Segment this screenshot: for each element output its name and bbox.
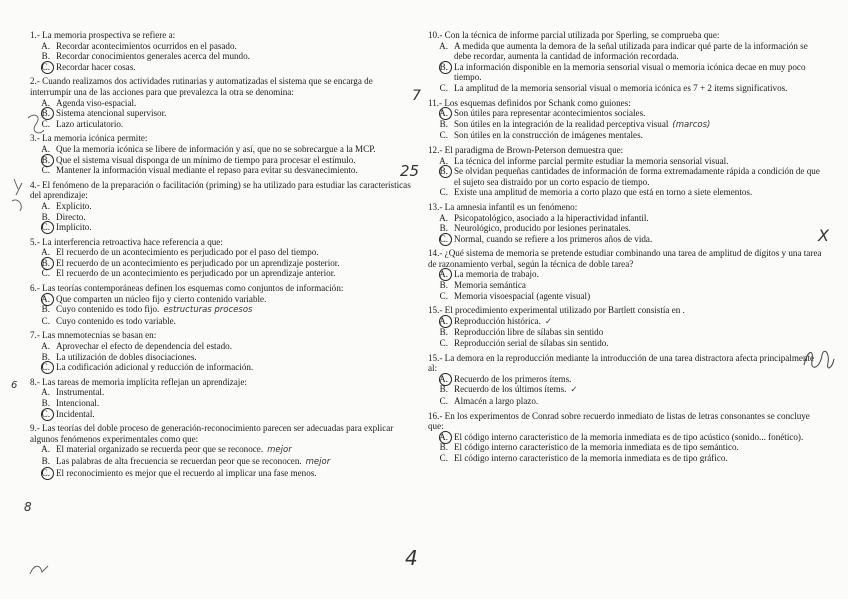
question (30, 133, 415, 175)
question-stem: 14.- ¿Qué sistema de memoria se pretende estudiar combinando una tarea de amplitud de dígitos y una tarea de razonamiento verbal, según la técnica de doble tarea? (428, 248, 822, 269)
option-item (30, 398, 415, 409)
option-letter: C. (439, 130, 448, 141)
option-text-content: Reproducción libre de sílabas sin sentido (454, 327, 604, 338)
option-item (30, 304, 415, 316)
option-text-content: Son útiles en la construcción de imágenes mentales. (454, 130, 643, 141)
option-item (428, 442, 823, 453)
option-item (30, 444, 415, 456)
question-stem: 16.- En los experimentos de Conrad sobre recuerdo inmediato de listas de letras consonantes se concluye que: (428, 410, 810, 432)
question (30, 283, 415, 326)
option-text-content: El recuerdo de un acontecimiento es perjudicado por un aprendizaje anterior. (56, 268, 336, 279)
option-text-content: Sistema atencional supervisor. (56, 108, 167, 119)
option-item (30, 456, 415, 468)
options-list (428, 374, 823, 407)
option-item (30, 468, 415, 479)
option-letter: B. (41, 351, 50, 362)
option-text (56, 258, 415, 269)
option-text (454, 453, 823, 464)
option-text-content: Instrumental. (56, 387, 105, 398)
question-stem: 13.- La amnesia infantil es un fenómeno: (428, 201, 578, 212)
option-text (56, 98, 415, 109)
option-text-content: Almacén a largo plazo. (454, 396, 539, 406)
option-letter: A. (41, 40, 50, 51)
option-item (30, 201, 415, 212)
question (30, 237, 415, 279)
option-letter: B. (41, 304, 50, 315)
option-item (30, 155, 415, 166)
margin-mark: 25 (400, 162, 420, 180)
option-text (454, 374, 823, 385)
option-text (56, 444, 415, 456)
question-stem: 12.- El paradigma de Brown-Peterson demuestra que: (428, 144, 624, 155)
question (30, 423, 415, 478)
option-letter-circled: A. (30, 294, 56, 305)
option-text-content: El reconocimiento es mejor que el recuerdo al implicar una fase menos. (56, 467, 317, 478)
option-text (56, 468, 415, 479)
question (428, 411, 823, 464)
option-item (428, 291, 823, 302)
option-text (454, 432, 823, 443)
option-item (30, 51, 415, 62)
option-text (454, 166, 823, 187)
option-item (428, 41, 823, 62)
question (30, 76, 415, 129)
option-text-content: Recuerdo de los últimos ítems. (454, 384, 567, 395)
option-letter: C. (439, 290, 448, 301)
option-letter: A. (41, 200, 50, 211)
option-text (56, 304, 415, 316)
option-text (454, 156, 823, 167)
option-text (454, 213, 823, 224)
option-text-content: El recuerdo de un acontecimiento es perjudicado por el paso del tiempo. (56, 247, 319, 258)
option-text-content: Explícito. (56, 200, 92, 211)
option-text-content: Recordar hacer cosas. (56, 61, 136, 72)
option-item (428, 280, 823, 291)
question-stem: 11.- Los esquemas definidos por Schank como guiones: (428, 97, 631, 108)
question-stem: 9.- Las teorías del doble proceso de generación-reconocimiento parecen ser adecuadas para explicar algunos fenómenos experimentales como que: (30, 423, 394, 444)
option-text-content: Recordar conocimientos generales acerca del mundo. (56, 51, 250, 62)
option-item (30, 222, 415, 233)
margin-mark: 6 (11, 380, 18, 391)
options-list (30, 341, 415, 373)
handwritten-note: ✓ (570, 385, 578, 396)
option-item (30, 258, 415, 269)
option-text-content: Que la memoria icónica se libere de información y así, que no se sobrecargue a la MCP. (56, 143, 376, 154)
option-letter-circled: B. (428, 166, 454, 187)
option-text (56, 268, 415, 279)
option-text (56, 212, 415, 223)
option-item (428, 338, 823, 349)
left-column (30, 30, 415, 482)
option-text-content: Neurológico, producido por lesiones perinatales. (454, 223, 631, 234)
option-text (454, 83, 823, 94)
option-item (428, 83, 823, 94)
options-list (428, 156, 823, 198)
option-text (56, 144, 415, 155)
option-item (30, 212, 415, 223)
question (428, 248, 823, 301)
option-text (454, 396, 823, 407)
option-text (454, 130, 823, 141)
option-text-content: El recuerdo de un acontecimiento es perjudicado por un aprendizaje posterior. (56, 257, 340, 268)
option-letter: B. (439, 384, 448, 395)
option-item (428, 432, 823, 443)
handwritten-note: mejor (267, 445, 292, 456)
option-letter: C. (439, 82, 448, 93)
option-text (454, 338, 823, 349)
option-text (454, 223, 823, 234)
option-text (56, 201, 415, 212)
option-letter: B. (439, 442, 448, 453)
option-text (56, 387, 415, 398)
option-text-content: Son útiles para representar acontecimientos sociales. (454, 108, 646, 119)
options-list (428, 41, 823, 94)
option-text (56, 247, 415, 258)
option-item (30, 268, 415, 279)
question (428, 98, 823, 141)
option-item (428, 119, 823, 131)
option-text-content: Se olvidan pequeñas cantidades de información de forma extremadamente rápida a condición de que el sujeto sea distraído por un corto espacio de tiempo. (454, 166, 820, 187)
option-text-content: Cuyo contenido es todo fijo. (56, 304, 160, 315)
option-item (428, 374, 823, 385)
option-letter: C. (41, 315, 50, 326)
option-letter-circled: C. (428, 234, 454, 245)
option-text-content: Reproducción serial de sílabas sin sentido. (454, 338, 609, 349)
option-letter: A. (439, 40, 448, 51)
option-text (454, 384, 823, 396)
margin-mark: 7 (412, 88, 421, 104)
option-letter: B. (41, 455, 50, 466)
option-text (56, 108, 415, 119)
handwritten-note: ✓ (544, 316, 552, 327)
option-item (30, 108, 415, 119)
option-letter: B. (439, 118, 448, 129)
option-item (428, 108, 823, 119)
question-stem: 6.- Las teorías contemporáneas definen los esquemas como conjuntos de información: (30, 283, 344, 294)
option-text (454, 269, 823, 280)
option-text (56, 294, 415, 305)
scribble-mark (800, 345, 836, 375)
option-item (30, 316, 415, 327)
option-text (454, 62, 823, 83)
options-list (30, 444, 415, 478)
option-text-content: La memoria de trabajo. (454, 269, 539, 280)
option-item (428, 453, 823, 464)
question (428, 145, 823, 198)
option-item (428, 316, 823, 328)
options-list (30, 387, 415, 419)
question (428, 305, 823, 348)
option-item (30, 247, 415, 258)
option-text-content: La información disponible en la memoria sensorial visual o memoria icónica decae en muy poco tiempo. (454, 61, 806, 83)
option-text (56, 398, 415, 409)
option-letter-circled: C. (30, 62, 56, 73)
option-letter: B. (41, 398, 50, 408)
option-text-content: La amplitud de la memoria sensorial visual o memoria icónica es 7 + 2 ítems significativos. (454, 82, 788, 93)
question (30, 330, 415, 372)
option-item (428, 166, 823, 187)
option-letter: C. (439, 452, 448, 463)
option-text (56, 62, 415, 73)
option-text-content: A medida que aumenta la demora de la señal utilizada para indicar qué parte de la información se debe recordar, aumenta la cantidad de información recordada. (454, 40, 808, 62)
option-text-content: Las palabras de alta frecuencia se recuerdan peor que se reconocen. (56, 455, 302, 466)
option-item (428, 130, 823, 141)
option-item (30, 119, 415, 130)
options-list (30, 201, 415, 233)
option-letter-circled: A. (428, 432, 454, 443)
option-text-content: Que comparten un núcleo fijo y cierto contenido variable. (56, 293, 267, 304)
option-text-content: Memoria semántica (454, 280, 526, 291)
option-letter: A. (41, 143, 50, 154)
option-letter-circled: B. (428, 62, 454, 83)
option-item (428, 187, 823, 198)
option-text (454, 327, 823, 338)
option-item (30, 387, 415, 398)
question-stem: 5.- La interferencia retroactiva hace referencia a que: (30, 236, 223, 247)
option-letter-circled: B. (30, 155, 56, 166)
options-list (428, 213, 823, 245)
option-text-content: Cuyo contenido es todo variable. (56, 315, 176, 326)
option-letter: A. (41, 97, 50, 108)
options-list (30, 41, 415, 73)
option-text (56, 51, 415, 62)
option-item (428, 384, 823, 396)
option-item (428, 62, 823, 83)
option-item (30, 409, 415, 420)
option-letter: A. (439, 155, 448, 166)
option-text (454, 291, 823, 302)
option-text-content: Memoria visoespacial (agente visual) (454, 290, 591, 301)
option-text-content: Recordar acontecimientos ocurridos en el pasado. (56, 40, 237, 51)
question (428, 353, 823, 407)
option-item (30, 341, 415, 352)
option-item (30, 294, 415, 305)
option-text-content: La utilización de dobles disociaciones. (56, 351, 197, 362)
question (428, 30, 823, 94)
handwritten-note: estructuras procesos (163, 305, 253, 316)
option-text (56, 409, 415, 420)
right-column (428, 30, 823, 468)
option-text-content: Que el sistema visual disponga de un mínimo de tiempo para procesar el estímulo. (56, 154, 356, 165)
option-text (454, 442, 823, 453)
option-text-content: Mantener la información visual mediante el repaso para evitar su desvanecimiento. (56, 165, 358, 176)
option-letter-circled: B. (30, 258, 56, 269)
question (30, 30, 415, 72)
question-stem: 8.- Las tareas de memoria implícita reflejan un aprendizaje: (30, 376, 247, 387)
options-list (30, 247, 415, 279)
option-letter: A. (41, 247, 50, 258)
option-text (56, 456, 415, 468)
question-stem: 7.- Las mnemotecnias se basan en: (30, 330, 157, 341)
option-text (454, 280, 823, 291)
option-item (30, 144, 415, 155)
option-item (30, 165, 415, 176)
option-text (454, 187, 823, 198)
option-item (428, 396, 823, 407)
options-list (428, 432, 823, 464)
option-text (454, 108, 823, 119)
option-text-content: Intencional. (56, 398, 100, 408)
scribble-mark (28, 560, 52, 580)
handwritten-note: (marcos) (672, 119, 711, 130)
option-letter: B. (41, 51, 50, 62)
option-text-content: El código interno característico de la memoria inmediata es de tipo gráfico. (454, 452, 728, 463)
option-text (56, 165, 415, 176)
question-stem: 3.- La memoria icónica permite: (30, 133, 148, 144)
option-letter-circled: C. (30, 222, 56, 233)
option-item (30, 352, 415, 363)
option-letter-circled: C. (30, 362, 56, 373)
options-list (428, 316, 823, 349)
option-letter: A. (41, 341, 50, 352)
option-letter: C. (41, 165, 50, 176)
question-stem: 4.- El fenómeno de la preparación o facilitación (priming) se ha utilizado para estudiar las características del aprendizaje: (30, 179, 411, 201)
option-text-content: Son útiles en la integración de la realidad perceptiva visual (454, 118, 669, 129)
option-letter-circled: A. (428, 108, 454, 119)
option-text-content: Reproducción histórica. (454, 315, 541, 326)
scribble-mark (24, 110, 48, 140)
option-text-content: El código interno característico de la memoria inmediata es de tipo semántico. (454, 442, 739, 453)
option-letter-circled: A. (428, 374, 454, 385)
option-letter: B. (439, 280, 448, 291)
option-letter: C. (41, 118, 50, 129)
option-item (428, 269, 823, 280)
option-item (428, 327, 823, 338)
margin-mark: 4 (405, 546, 418, 570)
options-list (30, 294, 415, 327)
option-item (428, 213, 823, 224)
scribble-mark (8, 175, 32, 215)
option-text (454, 41, 823, 62)
option-text (56, 155, 415, 166)
option-text-content: Incidental. (56, 408, 95, 419)
option-text-content: La codificación adicional y reducción de información. (56, 362, 254, 373)
option-text-content: Directo. (56, 211, 86, 222)
option-item (30, 98, 415, 109)
option-item (428, 223, 823, 234)
option-text-content: Normal, cuando se refiere a los primeros años de vida. (454, 233, 653, 244)
option-text (56, 352, 415, 363)
option-text (454, 119, 823, 131)
option-letter: A. (41, 444, 50, 455)
options-list (428, 108, 823, 141)
question-stem: 2.- Cuando realizamos dos actividades rutinarias y automatizadas el sistema que se encarga de interrumpir una de las acciones para que prevalezca la otra se denomina: (30, 76, 373, 97)
option-text (56, 341, 415, 352)
option-letter-circled: B. (30, 108, 56, 119)
option-letter-circled: A. (428, 269, 454, 280)
option-letter-circled: A. (428, 316, 454, 328)
option-text (56, 41, 415, 52)
margin-mark: X (818, 226, 829, 245)
option-text-content: Agenda viso-espacial. (56, 97, 137, 108)
option-text-content: La técnica del informe parcial permite estudiar la memoria sensorial visual. (454, 155, 729, 166)
option-item (30, 62, 415, 73)
option-letter: C. (439, 338, 448, 349)
option-text-content: Existe una amplitud de memoria a corto plazo que está en torno a siete elementos. (454, 187, 753, 198)
option-letter-circled: C. (30, 468, 56, 479)
question-stem: 15.- La demora en la reproducción mediante la introducción de una tarea distractora afecta principalmente al: (428, 352, 815, 374)
option-text-content: Aprovechar el efecto de dependencia del estado. (56, 341, 232, 352)
option-text-content: Implícito. (56, 222, 92, 233)
options-list (30, 144, 415, 176)
option-text-content: Recuerdo de los primeros ítems. (454, 373, 572, 384)
option-text (56, 316, 415, 327)
option-text-content: El material organizado se recuerda peor que se reconoce. (56, 444, 264, 455)
option-text (454, 234, 823, 245)
option-letter: C. (41, 268, 50, 279)
option-text (56, 222, 415, 233)
option-text (56, 119, 415, 130)
question (30, 180, 415, 233)
option-item (30, 41, 415, 52)
question-stem: 1.- La memoria prospectiva se refiere a: (30, 30, 176, 40)
option-item (428, 234, 823, 245)
margin-mark: 8 (24, 500, 32, 514)
option-letter: B. (439, 223, 448, 234)
option-letter: B. (439, 327, 448, 338)
handwritten-note: mejor (305, 456, 331, 467)
option-letter: A. (439, 212, 448, 223)
option-text-content: Psicopatológico, asociado a la hiperactividad infantil. (454, 212, 649, 223)
question (30, 377, 415, 419)
option-letter: C. (439, 396, 448, 406)
question (428, 202, 823, 244)
option-item (428, 156, 823, 167)
option-letter: A. (41, 387, 50, 398)
option-item (30, 362, 415, 373)
option-text-content: El código interno característico de la memoria inmediata es de tipo acústico (sonido... fonético). (454, 431, 804, 442)
option-text (454, 316, 823, 328)
option-letter: B. (41, 211, 50, 222)
option-letter: C. (439, 187, 448, 198)
option-text-content: Lazo articulatorio. (56, 118, 124, 129)
question-stem: 15.- El procedimiento experimental utilizado por Bartlett consistía en . (428, 305, 685, 316)
question-stem: 10.- Con la técnica de informe parcial utilizada por Sperling, se comprueba que: (428, 30, 720, 40)
option-letter-circled: C. (30, 409, 56, 420)
options-list (428, 269, 823, 301)
options-list (30, 98, 415, 130)
option-text (56, 362, 415, 373)
